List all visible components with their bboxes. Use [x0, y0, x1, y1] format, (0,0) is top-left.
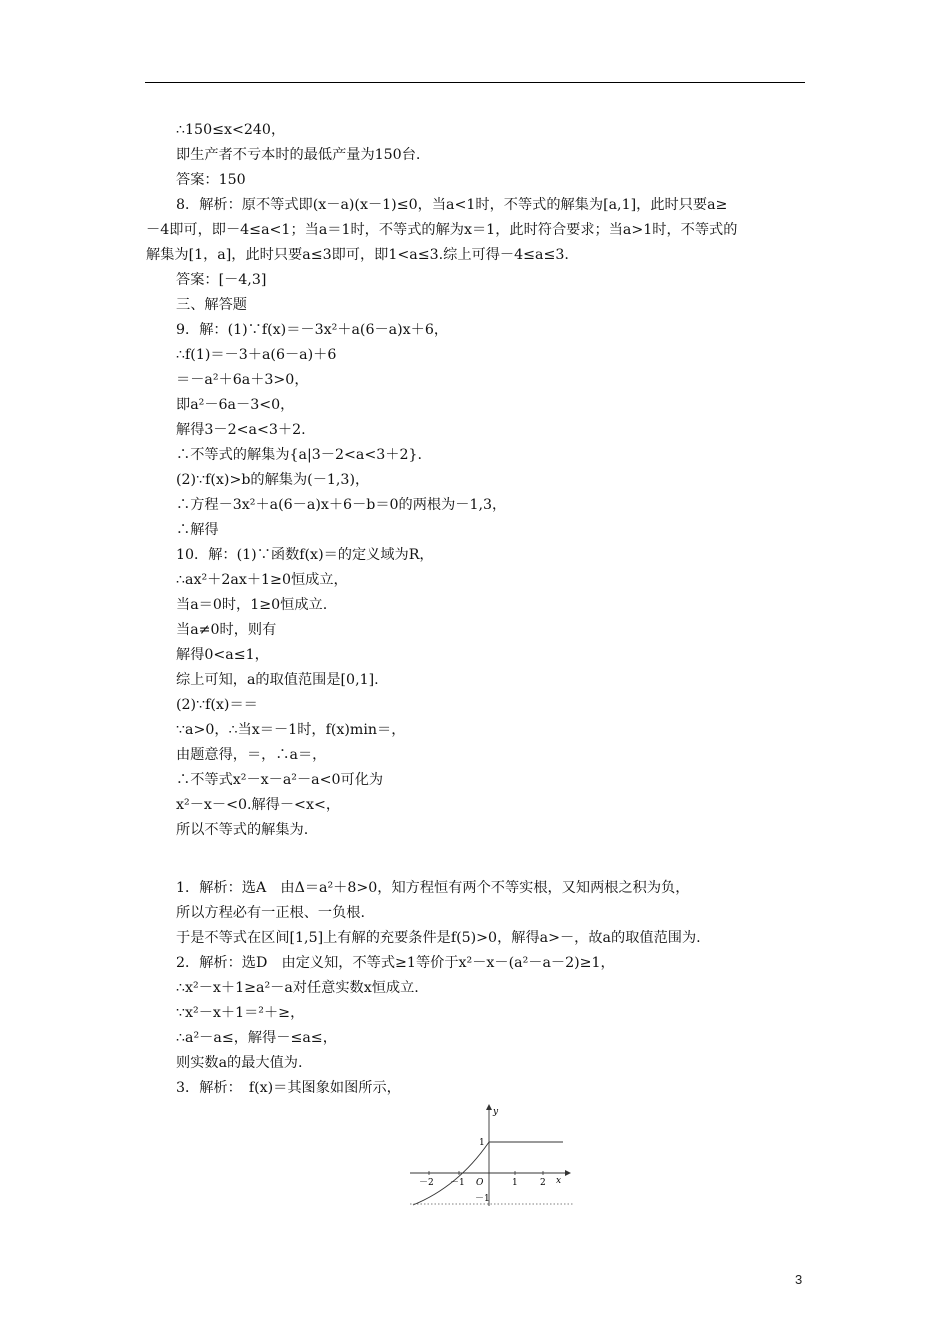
x-axis-label: x: [556, 1176, 562, 1186]
text-line: 解集为[1，a]，此时只要a≤3即可，即1<a≤3.综上可得－4≤a≤3.: [146, 247, 569, 263]
text-line: 2．解析：选D 由定义知，不等式≥1等价于x²－x－(a²－a－2)≥1，: [176, 955, 615, 971]
text-line: 解得0<a≤1，: [176, 647, 269, 663]
text-line: ∴不等式x²－x－a²－a<0可化为: [176, 772, 384, 788]
text-line: 解得3－2<a<3＋2.: [176, 422, 306, 438]
text-line: ∴f(1)＝－3＋a(6－a)＋6: [176, 347, 337, 363]
y-tick-label: －1: [475, 1194, 490, 1204]
text-line: 当a≠0时，则有: [176, 622, 277, 638]
page-number: 3: [795, 1272, 803, 1287]
text-line: x²－x－<0.解得－<x<，: [176, 797, 341, 813]
function-graph: [405, 1102, 580, 1212]
text-line: 所以不等式的解集为.: [176, 822, 309, 838]
text-line: ∴解得: [176, 522, 219, 538]
text-line: 综上可知，a的取值范围是[0,1].: [176, 672, 379, 688]
y-axis-label: y: [493, 1107, 499, 1117]
text-line: (2)∵f(x)＝＝: [176, 697, 258, 713]
document-body: [146, 118, 816, 1101]
text-line: ∴a²－a≤，解得－≤a≤，: [176, 1030, 337, 1046]
section-heading: 三、解答题: [176, 297, 247, 313]
text-line: ∴150≤x<240，: [176, 122, 286, 138]
text-line: 答案：[－4,3]: [176, 272, 267, 288]
text-line: 3．解析： f(x)＝其图象如图所示，: [176, 1080, 401, 1096]
text-line: 当a＝0时，1≥0恒成立.: [176, 597, 328, 613]
y-axis-arrow: [486, 1104, 492, 1110]
text-line: 1．解析：选A 由Δ＝a²＋8>0，知方程恒有两个不等实根，又知两根之积为负，: [176, 880, 690, 896]
text-line: 8．解析：原不等式即(x－a)(x－1)≤0，当a<1时，不等式的解集为[a,1]，此时只要a≥: [176, 197, 728, 213]
text-line: ∵a>0，∴当x＝－1时，f(x)min＝，: [176, 722, 406, 738]
text-line: 即a²－6a－3<0，: [176, 397, 295, 413]
text-line: 由题意得，＝，∴a＝，: [176, 747, 327, 763]
x-tick-label: －2: [419, 1178, 434, 1188]
text-line: 9．解：(1)∵f(x)＝－3x²＋a(6－a)x＋6，: [176, 322, 449, 338]
text-line: 所以方程必有一正根、一负根.: [176, 905, 365, 921]
text-line: ∵x²－x＋1＝²＋≥，: [176, 1005, 305, 1021]
text-line: ＝－a²＋6a＋3>0，: [176, 372, 309, 388]
text-line: 则实数a的最大值为.: [176, 1055, 303, 1071]
x-tick-label: 2: [540, 1178, 546, 1188]
text-line: ∴ax²＋2ax＋1≥0恒成立，: [176, 572, 348, 588]
origin-label: O: [476, 1178, 484, 1188]
text-line: ∴方程－3x²＋a(6－a)x＋6－b＝0的两根为－1,3，: [176, 497, 507, 513]
x-tick-label: －1: [450, 1178, 465, 1188]
y-tick-label: 1: [479, 1138, 485, 1148]
text-line: ∴x²－x＋1≥a²－a对任意实数x恒成立.: [176, 980, 419, 996]
text-line: 即生产者不亏本时的最低产量为150台.: [176, 147, 421, 163]
text-line: ∴不等式的解集为{a|3－2<a<3＋2}.: [176, 447, 423, 463]
text-line: 于是不等式在区间[1,5]上有解的充要条件是f(5)>0，解得a>－，故a的取值范围为.: [176, 930, 701, 946]
section-gap: [176, 843, 816, 876]
text-line: 答案：150: [176, 172, 246, 188]
x-tick-label: 1: [512, 1178, 518, 1188]
text-line: (2)∵f(x)>b的解集为(－1,3)，: [176, 472, 370, 488]
text-line: －4即可，即－4≤a<1；当a＝1时，不等式的解为x＝1，此时符合要求；当a>1时，不等式的: [146, 222, 738, 238]
text-line: 10．解：(1)∵函数f(x)＝的定义域为R，: [176, 547, 434, 563]
x-axis-arrow: [565, 1170, 571, 1176]
header-rule: [145, 82, 805, 83]
